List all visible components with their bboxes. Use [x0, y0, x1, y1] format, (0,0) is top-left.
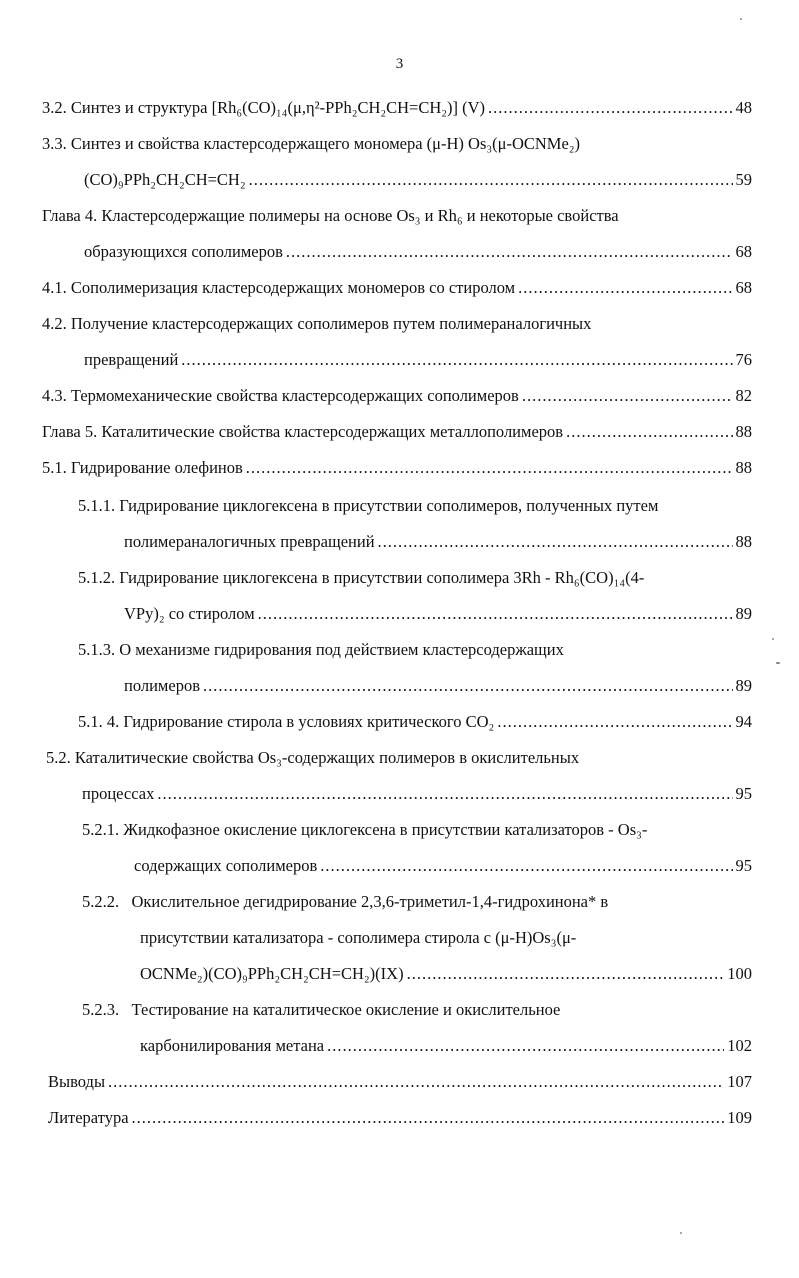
toc-entry-4-2 [42, 312, 591, 336]
leader-dots [566, 420, 732, 444]
leader-dots [258, 602, 733, 626]
toc-entry-4-1 [42, 276, 752, 300]
toc-entry-4-3 [42, 384, 752, 408]
toc-entry-4-2-cont [84, 348, 752, 372]
leader-dots [132, 1106, 725, 1130]
toc-entry-text: 5.1. Гидрирование олефинов [42, 458, 243, 477]
toc-entry-text: Выводы [48, 1072, 106, 1091]
toc-entry-text: 4.2. Получение кластерсодержащих сополимеров путем полимераналогичных [42, 314, 592, 333]
toc-entry-conclusions [48, 1070, 752, 1094]
toc-page-number: 109 [727, 1108, 752, 1127]
leader-dots [108, 1070, 724, 1094]
toc-entry-5-2-2 [82, 890, 608, 914]
leader-dots [518, 276, 732, 300]
toc-entry-chapter-4-cont [84, 240, 752, 264]
toc-entry-3-3 [42, 132, 580, 156]
leader-dots [522, 384, 733, 408]
leader-dots [320, 854, 732, 878]
toc-entry-text: 3.3. Синтез и свойства кластерсодержащего мономера (μ-H) Os₃(μ-OCNMe₂) [42, 134, 581, 153]
toc-page-number: 88 [735, 458, 752, 477]
toc-entry-text: 5.1.2. Гидрирование циклогексена в присутствии сополимера 3Rh - Rh₆(CO)₁₄(4- [78, 568, 645, 587]
toc-page-number: 102 [727, 1036, 752, 1055]
toc-entry-text: 3.2. Синтез и структура [Rh₆(CO)₁₄(μ,η²-PPh₂CH₂CH=CH₂)] (V) [42, 98, 486, 117]
leader-dots [497, 710, 732, 734]
toc-page-number: 76 [735, 350, 752, 369]
toc-page-number: 100 [727, 964, 752, 983]
leader-dots [181, 348, 732, 372]
leader-dots [157, 782, 732, 806]
toc-entry-3-3-cont [84, 168, 752, 192]
toc-entry-chapter-4 [42, 204, 619, 228]
leader-dots [246, 456, 733, 480]
toc-entry-5-1-2-cont [124, 602, 752, 626]
toc-entry-5-1 [42, 456, 752, 480]
toc-entry-5-2 [46, 746, 579, 770]
toc-entry-5-2-1 [82, 818, 647, 842]
toc-entry-text: образующихся сополимеров [84, 242, 283, 261]
toc-entry-5-1-1-cont [124, 530, 752, 554]
toc-entry-text: Глава 5. Каталитические свойства кластерсодержащих металлополимеров [42, 422, 564, 441]
toc-page-number: 89 [735, 604, 752, 623]
toc-entry-5-1-2 [78, 566, 644, 590]
scan-speck [776, 662, 780, 664]
toc-entry-5-2-2-cont-1 [140, 926, 576, 950]
scan-speck [772, 638, 774, 640]
toc-page-number: 107 [727, 1072, 752, 1091]
toc-entry-text: 5.1.3. О механизме гидрирования под действием кластерсодержащих [78, 640, 564, 659]
toc-page-number: 82 [735, 386, 752, 405]
scan-speck [680, 1232, 682, 1234]
toc-entry-text: Литература [48, 1108, 129, 1127]
scan-speck [740, 18, 742, 20]
toc-entry-text: 5.2.3. Тестирование на каталитическое окисление и окислительное [82, 1000, 561, 1019]
toc-entry-text: полимераналогичных превращений [124, 532, 375, 551]
toc-page-number: 89 [735, 676, 752, 695]
toc-entry-text: процессах [82, 784, 155, 803]
leader-dots [488, 96, 732, 120]
toc-page-number: 68 [735, 278, 752, 297]
toc-entry-text: Глава 4. Кластерсодержащие полимеры на основе Os₃ и Rh₆ и некоторые свойства [42, 206, 619, 225]
toc-entry-5-2-3 [82, 998, 560, 1022]
toc-page-number: 68 [735, 242, 752, 261]
toc-entry-5-1-4 [78, 710, 752, 734]
toc-entry-text: 4.3. Термомеханические свойства кластерсодержащих сополимеров [42, 386, 519, 405]
toc-entry-5-2-2-cont-2 [140, 962, 752, 986]
toc-page-number: 48 [735, 98, 752, 117]
toc-entry-5-1-3-cont [124, 674, 752, 698]
toc-entry-text: содержащих сополимеров [134, 856, 318, 875]
toc-entry-text: 5.1. 4. Гидрирование стирола в условиях критического CO₂ [78, 712, 495, 731]
toc-entry-5-2-cont [82, 782, 752, 806]
toc-entry-text: VPy)₂ со стиролом [124, 604, 255, 623]
leader-dots [378, 530, 733, 554]
toc-entry-5-2-3-cont [140, 1034, 752, 1058]
toc-entry-references [48, 1106, 752, 1130]
toc-entry-text: (CO)₉PPh₂CH₂CH=CH₂ [84, 170, 246, 189]
toc-entry-text: 5.2.2. Окислительное дегидрирование 2,3,6-триметил-1,4-гидрохинона* в [82, 892, 609, 911]
toc-entry-text: карбонилирования метана [140, 1036, 325, 1055]
toc-entry-text: 5.2.1. Жидкофазное окисление циклогексена в присутствии катализаторов - Os₃- [82, 820, 648, 839]
toc-page-number: 94 [735, 712, 752, 731]
toc-entry-5-2-1-cont [134, 854, 752, 878]
toc-page-number: 95 [735, 784, 752, 803]
toc-entry-text: присутствии катализатора - сополимера стирола с (μ-H)Os₃(μ- [140, 928, 577, 947]
toc-entry-text: OCNMe₂)(CO)₉PPh₂CH₂CH=CH₂)(IX) [140, 964, 404, 983]
leader-dots [286, 240, 733, 264]
toc-entry-3-2 [42, 96, 752, 120]
toc-entry-text: полимеров [124, 676, 200, 695]
leader-dots [327, 1034, 724, 1058]
toc-entry-text: 5.1.1. Гидрирование циклогексена в присутствии сополимеров, полученных путем [78, 496, 659, 515]
toc-page-number: 88 [735, 422, 752, 441]
toc-entry-chapter-5 [42, 420, 752, 444]
toc-entry-text: 4.1. Сополимеризация кластерсодержащих мономеров со стиролом [42, 278, 516, 297]
page-number: 3 [395, 56, 404, 72]
toc-page-number: 88 [735, 532, 752, 551]
toc-entry-text: 5.2. Каталитические свойства Os₃-содержащих полимеров в окислительных [46, 748, 580, 767]
toc-page-number: 95 [735, 856, 752, 875]
toc-entry-5-1-3 [78, 638, 564, 662]
toc-entry-5-1-1 [78, 494, 658, 518]
leader-dots [249, 168, 733, 192]
leader-dots [407, 962, 725, 986]
toc-entry-text: превращений [84, 350, 179, 369]
toc-page-number: 59 [735, 170, 752, 189]
leader-dots [203, 674, 733, 698]
